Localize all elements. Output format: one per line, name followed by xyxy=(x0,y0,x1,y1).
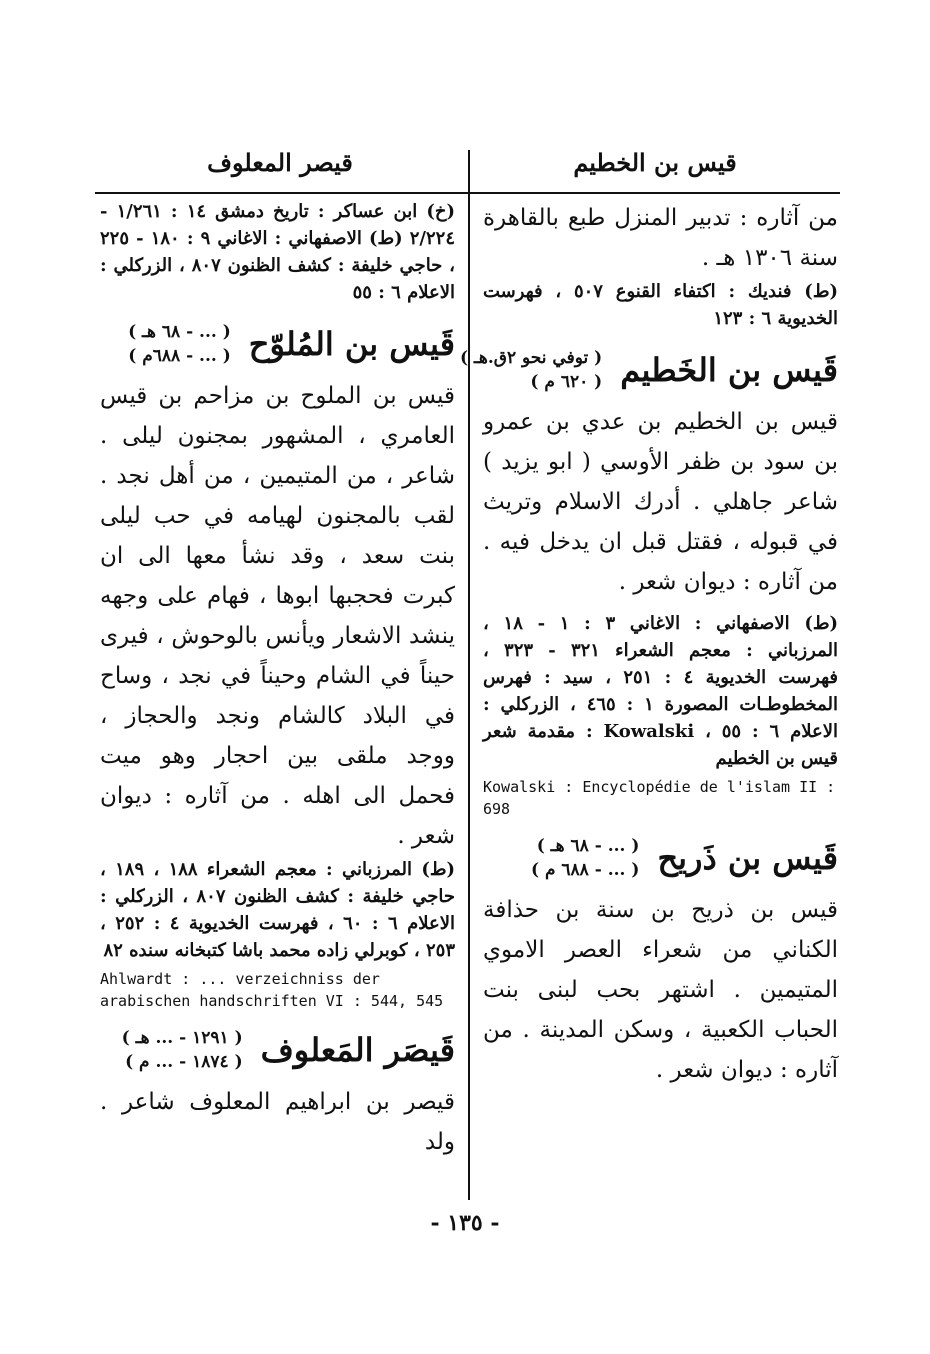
intro-ref-right: (ط) فنديك : اكتفاء القنوع ٥٠٧ ، فهرست الخديوية ٦ : ١٢٣ xyxy=(483,281,838,329)
entry-heading-qays-dharih xyxy=(483,834,838,882)
entry-dates xyxy=(531,834,639,882)
entry-date-gregorian: ( ٦٢٠ م ) xyxy=(530,372,603,392)
column-divider xyxy=(468,150,470,1200)
page-number: - ١٣٥ - xyxy=(430,1210,500,1236)
entry-name: قَيس بن المُلوّح xyxy=(248,325,455,363)
entry-name: قَيصَر المَعلوف xyxy=(260,1031,455,1069)
intro-body-right: من آثاره : تدبير المنزل طبع بالقاهرة سنة ١٣٠٦ هـ . xyxy=(483,205,838,271)
entry-heading-qays-mulawwah xyxy=(100,320,455,368)
running-head-right: قيس بن الخطيم xyxy=(573,148,737,177)
entry-name: قَيس بن الخَطيم xyxy=(620,351,838,389)
entry-heading-qaysar-maluf xyxy=(100,1026,455,1074)
entry-references: (ط) الاصفهاني : الاغاني ٣ : ١ - ١٨ ، المرزباني : معجم الشعراء ٣٢١ - ٣٢٣ ، فهرست الخديوية ٤ : ٢٥١ ، سيد : فهرس المخطوطـات المصورة ١ : ٤٦٥ ، الزركلي : الاعلام ٦ : ٥٥ ، Kowalski : مقدمة شعر قيس بن الخطيم xyxy=(483,613,839,769)
entry-dates xyxy=(128,320,231,368)
running-head-left: قيصر المعلوف xyxy=(207,148,353,177)
entry-dates xyxy=(122,1026,243,1074)
left-column xyxy=(100,198,455,1162)
entry-heading-qays-khatim xyxy=(459,346,838,394)
entry-date-gregorian: ( ... - ٦٨٨ م ) xyxy=(531,860,640,880)
entry-date-hijri: ( ... - ٦٨ هـ ) xyxy=(536,836,640,856)
entry-date-hijri: ( ... - ٦٨ هـ ) xyxy=(128,322,231,342)
entry-body: قيس بن ذريح بن سنة بن حذافة الكناني من شعراء العصر الاموي المتيمين . اشتهر بحب لبنى بنت الحباب الكعبية ، وسكن المدينة . من آثاره : ديوان شعر . xyxy=(483,897,838,1083)
entry-body: قيصر بن ابراهيم المعلوف شاعر . ولد xyxy=(100,1089,455,1155)
entry-date-hijri: ( توفي نحو ٢ق.هـ ) xyxy=(459,348,603,368)
entry-name: قَيس بن ذَريح xyxy=(657,839,838,877)
entry-date-gregorian: ( ١٨٧٤ - ... م ) xyxy=(125,1052,243,1072)
entry-date-gregorian: ( ... - ٦٨٨م ) xyxy=(128,346,231,366)
intro-ref-left: (خ) ابن عساكر : تاريخ دمشق ١٤ : ١/٢٦١ - ٢/٢٢٤ (ط) الاصفهاني : الاغاني ٩ : ١٨٠ - ٢٢٥ ، حاجي خليفة : كشف الظنون ٨٠٧ ، الزركلي : الاعلام ٦ : ٥٥ xyxy=(100,201,455,303)
entry-dates xyxy=(460,346,602,394)
entry-latin-reference: Ahlwardt : ... verzeichniss der arabischen handschriften VI : 544, 545 xyxy=(100,970,444,1010)
entry-references: (ط) المرزباني : معجم الشعراء ١٨٨ ، ١٨٩ ، حاجي خليفة : كشف الظنون ٨٠٧ ، الزركلي : الاعلام ٦ : ٦٠ ، فهرست الخديوية ٤ : ٢٥٢ ، ٢٥٣ ، كوبرلي زاده محمد باشا كتبخانه سنده ٨٢ xyxy=(100,859,455,961)
entry-body: قيس بن الخطيم بن عدي بن عمرو بن سود بن ظفر الأوسي ( ابو يزيد ) شاعر جاهلي . أدرك الاسلام وتريث في قبوله ، فقتل قبل ان يدخل فيه . من آثاره : ديوان شعر . xyxy=(483,409,838,595)
entry-date-hijri: ( ١٢٩١ - ... هـ ) xyxy=(121,1028,243,1048)
entry-latin-reference: Kowalski : Encyclopédie de l'islam II : 698 xyxy=(483,778,836,818)
right-column xyxy=(459,198,839,1090)
entry-body: قيس بن الملوح بن مزاحم بن قيس العامري ، المشهور بمجنون ليلى . شاعر ، من المتيمين ، من أهل نجد . لقب بالمجنون لهيامه في حب ليلى بنت سعد ، وقد نشأ معها الى ان كبرت فحجبها ابوها ، فهام على وجهه ينشد الاشعار ويأنس بالوحوش ، فيرى حيناً في الشام وحيناً في نجد ، وساح في البلاد كالشام ونجد والحجاز ، ووجد ملقى بين احجار وهو ميت فحمل الى اهله . من آثاره : ديوان شعر . xyxy=(100,383,455,849)
